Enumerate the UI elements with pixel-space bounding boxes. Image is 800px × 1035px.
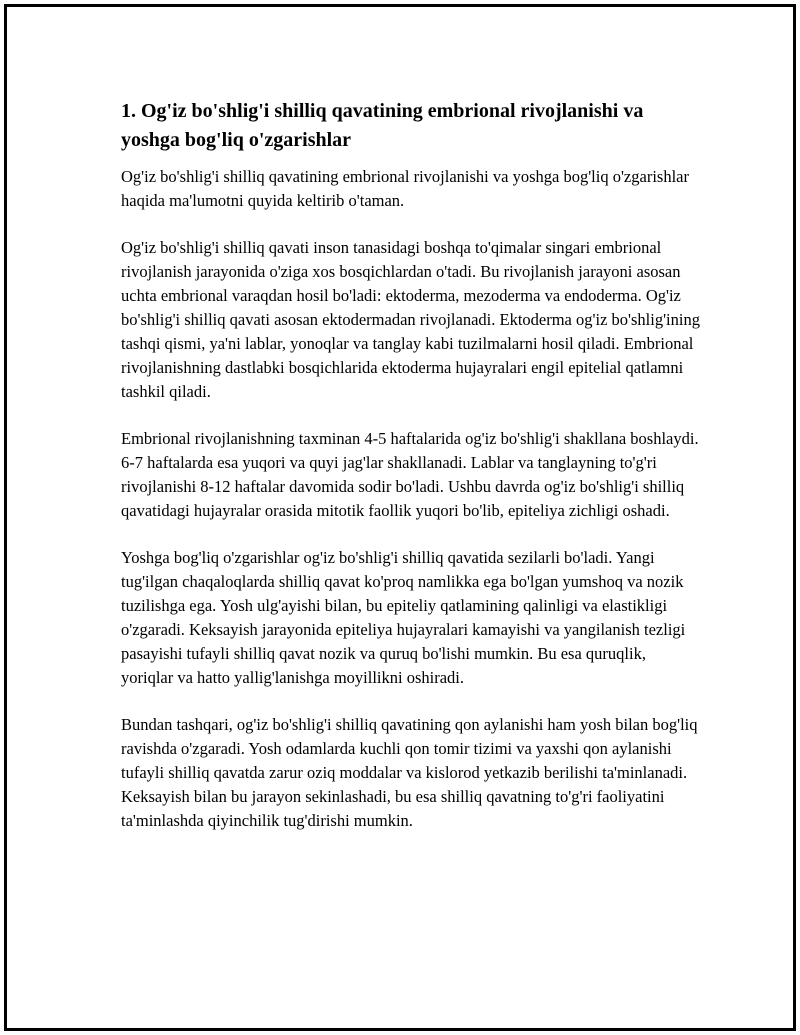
- paragraph-intro: Og'iz bo'shlig'i shilliq qavatining embrional rivojlanishi va yoshga bog'liq o'zgarishlar haqida ma'lumotni quyida keltirib o'taman.: [121, 167, 689, 210]
- section-heading: 1. Og'iz bo'shlig'i shilliq qavatining embrional rivojlanishi va yoshga bog'liq o'zgarishlar: [121, 100, 644, 151]
- document-body: [121, 97, 701, 856]
- paragraph-embryonic-timeline: Embrional rivojlanishning taxminan 4-5 haftalarida og'iz bo'shlig'i shakllana boshlaydi. 6-7 haftalarda esa yuqori va quyi jag'lar shakllanadi. Lablar va tanglayning to'g'ri rivojlanishi 8-12 haftalar davomida sodir bo'ladi. Ushbu davrda og'iz bo'shlig'i shilliq qavatidagi hujayralar orasida mitotik faollik yuqori bo'lib, epiteliya zichligi oshadi.: [121, 429, 699, 520]
- paragraph-age-changes: Yoshga bog'liq o'zgarishlar og'iz bo'shlig'i shilliq qavatida sezilarli bo'ladi. Yangi tug'ilgan chaqaloqlarda shilliq qavat ko'proq namlikka ega bo'lgan yumshoq va nozik tuzilishga ega. Yosh ulg'ayishi bilan, bu epiteliy qatlamining qalinligi va elastikligi o'zgaradi. Keksayish jarayonida epiteliya hujayralari kamayishi va yangilanish tezligi pasayishi tufayli shilliq qavat nozik va quruq bo'lishi mumkin. Bu esa quruqlik, yoriqlar va hatto yallig'lanishga moyillikni oshiradi.: [121, 548, 686, 687]
- page-frame: [4, 4, 796, 1031]
- paragraph-embryonic-origin: Og'iz bo'shlig'i shilliq qavati inson tanasidagi boshqa to'qimalar singari embrional rivojlanish jarayonida o'ziga xos bosqichlardan o'tadi. Bu rivojlanish jarayoni asosan uchta embrional varaqdan hosil bo'ladi: ektoderma, mezoderma va endoderma. Og'iz bo'shlig'i shilliq qavati asosan ektodermadan rivojlanadi. Ektoderma og'iz bo'shlig'ining tashqi qismi, ya'ni lablar, yonoqlar va tanglay kabi tuzilmalarni hosil qiladi. Embrional rivojlanishning dastlabki bosqichlarida ektoderma hujayralari engil epitelial qatlamni tashkil qiladi.: [121, 238, 700, 401]
- paragraph-blood-circulation: Bundan tashqari, og'iz bo'shlig'i shilliq qavatining qon aylanishi ham yosh bilan bog'liq ravishda o'zgaradi. Yosh odamlarda kuchli qon tomir tizimi va yaxshi qon aylanishi tufayli shilliq qavatda zarur oziq moddalar va kislorod yetkazib berilishi ta'minlanadi. Keksayish bilan bu jarayon sekinlashadi, bu esa shilliq qavatning to'g'ri faoliyatini ta'minlashda qiyinchilik tug'dirishi mumkin.: [121, 715, 698, 830]
